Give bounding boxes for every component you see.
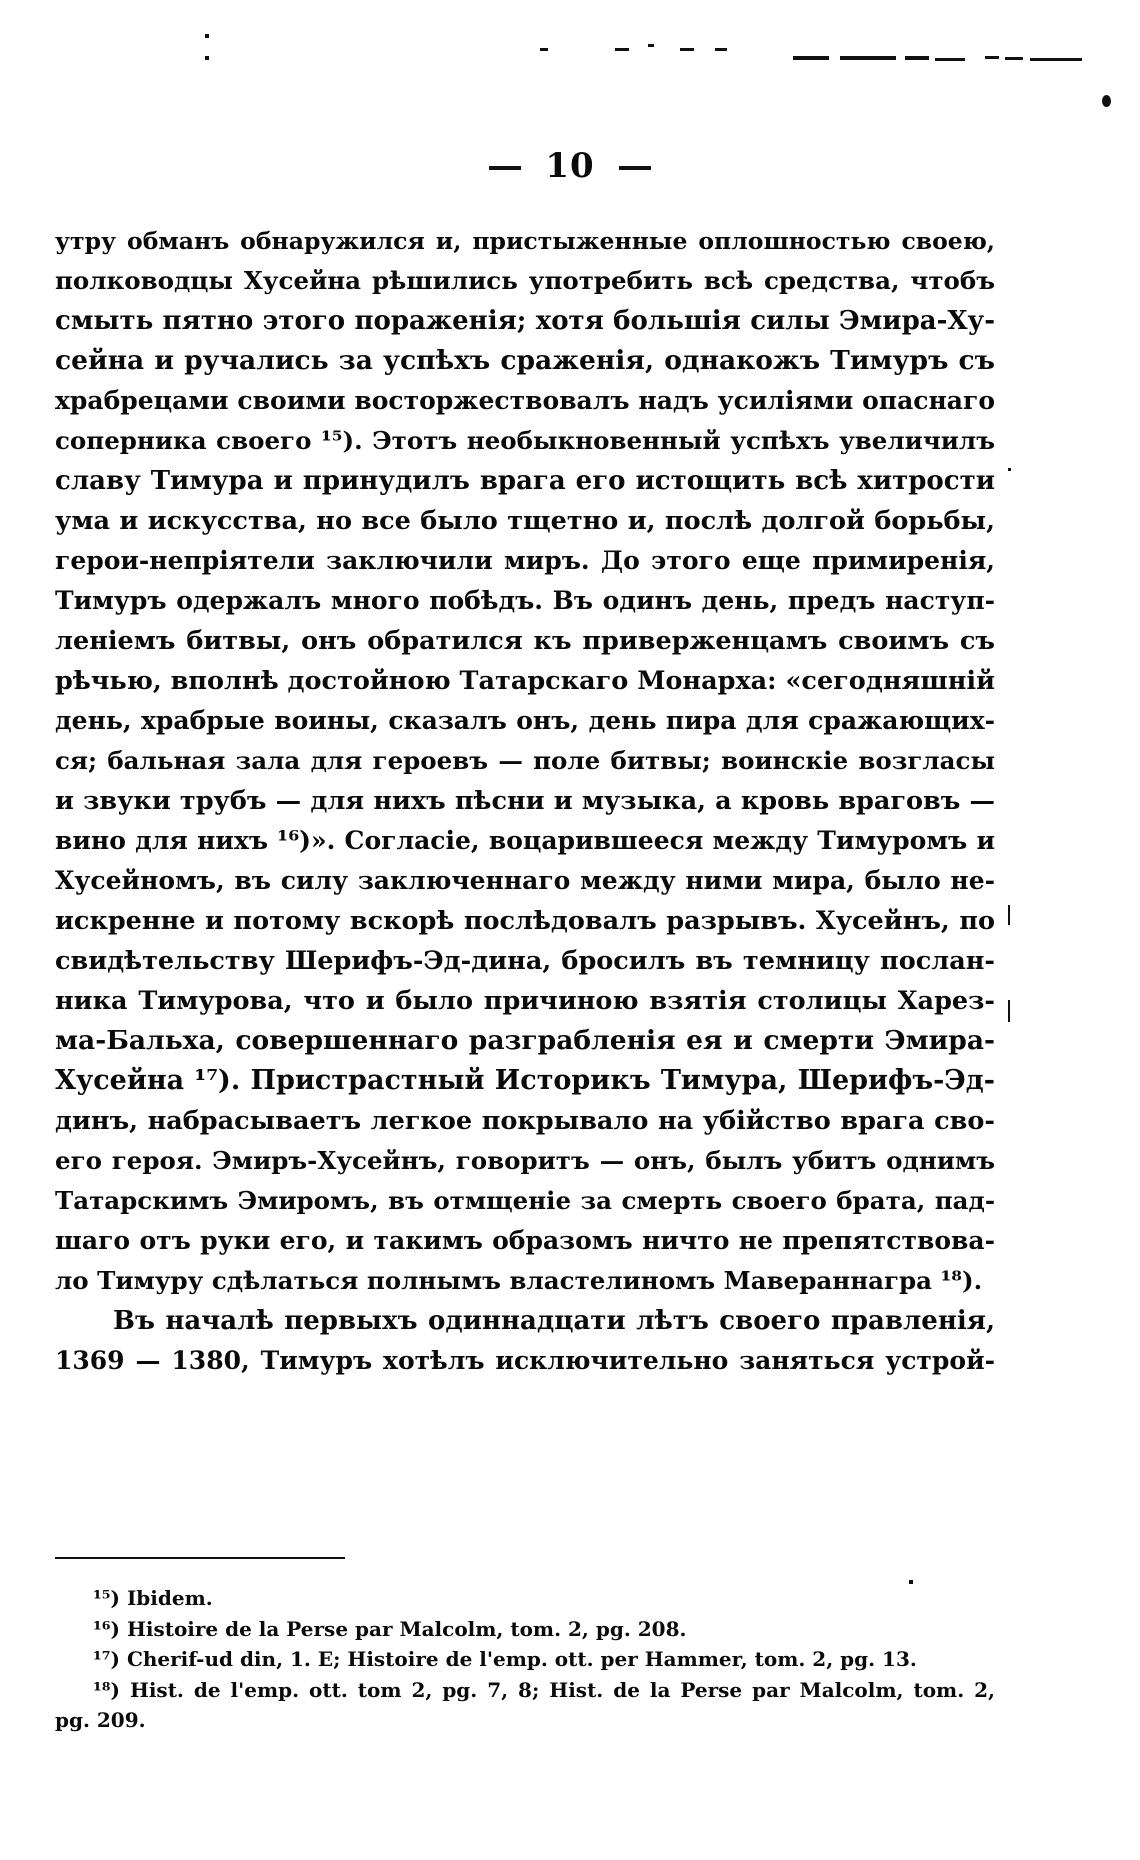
scan-speck — [205, 56, 209, 60]
text-line: храбрецами своими восторжествовалъ надъ усиліями опаснаго — [55, 386, 995, 415]
scan-speck — [909, 1580, 913, 1584]
text-line: сейна и ручались за успѣхъ сраженія, однакожъ Тимуръ съ — [55, 345, 995, 376]
text-line: его героя. Эмиръ-Хусейнъ, говоритъ — онъ, былъ убитъ однимъ — [55, 1146, 995, 1175]
scan-speck — [793, 56, 829, 60]
body-text — [55, 221, 995, 1381]
text-line: рѣчью, вполнѣ достойною Татарскаго Монарха: «сегодняшній — [55, 666, 995, 696]
footnote-15: ¹⁵) Ibidem. — [93, 1586, 213, 1610]
scan-speck — [1008, 1000, 1010, 1022]
decorative-dash-right — [619, 166, 651, 170]
text-line: леніемъ битвы, онъ обратился къ приверженцамъ своимъ съ — [55, 626, 995, 656]
scan-speck — [680, 48, 694, 51]
page-number — [0, 146, 1140, 186]
text-line: ума и искусства, но все было тщетно и, послѣ долгой борьбы, — [55, 506, 995, 536]
scan-speck — [1008, 905, 1010, 925]
text-line: смыть пятно этого пораженія; хотя большія силы Эмира-Ху- — [55, 306, 995, 336]
footnote-18: ¹⁸) Hist. de l'emp. ott. tom 2, pg. 7, 8; Hist. de la Perse par Malcolm, tom. 2, — [93, 1677, 995, 1702]
scan-speck — [935, 58, 965, 61]
footnote-18-continuation: pg. 209. — [55, 1708, 146, 1732]
text-line: ника Тимурова, что и было причиною взятія столицы Харез- — [55, 986, 995, 1016]
footnote-divider — [55, 1557, 345, 1559]
text-line: Татарскимъ Эмиромъ, въ отмщеніе за смерть своего брата, пад- — [55, 1186, 995, 1215]
scan-speck — [648, 44, 654, 47]
text-line: Тимуръ одержалъ много побѣдъ. Въ одинъ день, предъ наступ- — [55, 586, 995, 615]
scan-speck — [615, 48, 629, 51]
text-line: соперника своего ¹⁵). Этотъ необыкновенный успѣхъ увеличилъ — [55, 426, 995, 455]
text-line: полководцы Хусейна рѣшились употребить всѣ средства, чтобъ — [55, 266, 995, 295]
text-line: славу Тимура и принудилъ врага его истощить всѣ хитрости — [55, 466, 995, 496]
footnote-17: ¹⁷) Cherif-ud din, 1. E; Histoire de l'emp. ott. per Hammer, tom. 2, pg. 13. — [93, 1647, 917, 1671]
scan-speck — [715, 48, 727, 51]
scan-speck — [985, 56, 999, 59]
scan-speck — [1005, 57, 1023, 60]
text-line-paragraph-end: ло Тимуру сдѣлаться полнымъ властелиномъ Мавераннагра ¹⁸). — [55, 1266, 983, 1295]
text-line-paragraph-start: Въ началѣ первыхъ одиннадцати лѣтъ своего правленія, — [113, 1306, 995, 1336]
scan-speck — [540, 48, 548, 51]
text-line: ся; бальная зала для героевъ — поле битвы; воинскіе возгласы — [55, 746, 995, 775]
scan-speck — [1030, 58, 1082, 61]
text-line: Хусейномъ, въ силу заключеннаго между ними мира, было не- — [55, 866, 995, 895]
text-line: и звуки трубъ — для нихъ пѣсни и музыка, а кровь враговъ — — [55, 786, 995, 816]
text-line: утру обманъ обнаружился и, пристыженные оплошностью своею, — [55, 227, 995, 255]
footnotes — [55, 1583, 995, 1736]
scan-speck — [1008, 468, 1011, 471]
scan-speck — [905, 56, 929, 60]
scan-speck — [1102, 95, 1111, 107]
text-line: свидѣтельству Шерифъ-Эд-дина, бросилъ въ темницу послан- — [55, 946, 995, 976]
text-line: ма-Бальха, совершеннаго разграбленія ея и смерти Эмира- — [55, 1025, 995, 1056]
text-line: 1369 — 1380, Тимуръ хотѣлъ исключительно заняться устрой- — [55, 1346, 995, 1375]
footnote-16: ¹⁶) Histoire de la Perse par Malcolm, tom. 2, pg. 208. — [93, 1616, 687, 1641]
text-line: Хусейна ¹⁷). Пристрастный Историкъ Тимура, Шерифъ-Эд- — [55, 1065, 995, 1096]
text-line: день, храбрые воины, сказалъ онъ, день пира для сражающих- — [55, 706, 995, 735]
page-number-text: 10 — [545, 146, 595, 186]
text-line: вино для нихъ ¹⁶)». Согласіе, воцарившееся между Тимуромъ и — [55, 826, 995, 855]
text-line: искренне и потому вскорѣ послѣдовалъ разрывъ. Хусейнъ, по — [55, 906, 995, 936]
text-line: динъ, набрасываетъ легкое покрывало на убійство врага сво- — [55, 1106, 995, 1136]
text-line: шаго отъ руки его, и такимъ образомъ ничто не препятствова- — [55, 1226, 995, 1255]
scan-artifacts-top — [0, 0, 1140, 110]
text-line: герои-непріятели заключили миръ. До этого еще примиренія, — [55, 546, 995, 575]
scan-speck — [840, 56, 896, 60]
scan-speck — [205, 34, 209, 38]
decorative-dash-left — [489, 166, 521, 170]
